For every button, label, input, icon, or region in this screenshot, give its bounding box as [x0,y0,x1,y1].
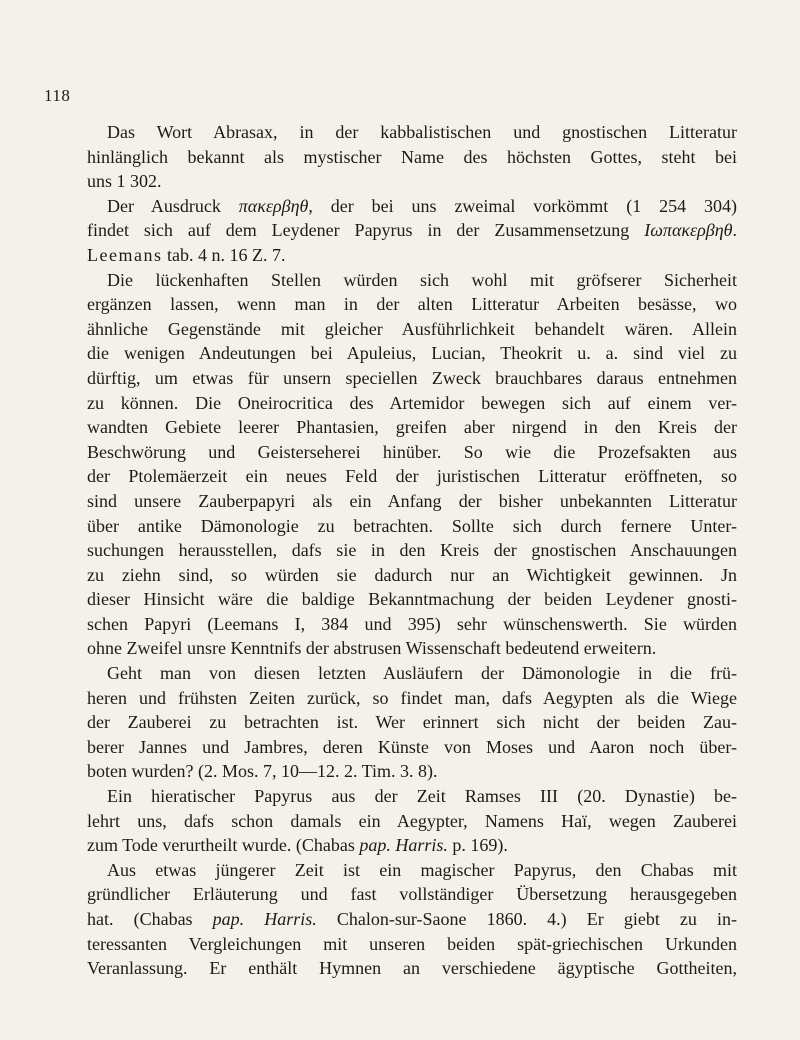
text-line: findet sich auf dem Leydener Papyrus in der Zusammensetzung Ιωπακερβηθ. [87,220,737,241]
text-line: heren und frühsten Zeiten zurück, so findet man, dafs Aegypten als die Wiege [87,687,737,708]
text-line: der Zauberei zu betrachten ist. Wer erinnert sich nicht der beiden Zau- [87,712,737,733]
text-line: Veranlassung. Er enthält Hymnen an verschiedene ägyptische Gottheiten, [87,958,737,979]
italic-title: pap. Harris. [212,909,317,929]
text-line: ähnliche Gegenstände mit gleicher Ausführlichkeit behandelt wären. Allein [87,318,737,339]
text-line: dürftig, um etwas für unsern speciellen Zweck brauchbares daraus entnehmen [87,367,737,388]
text-line: hat. (Chabas pap. Harris. Chalon-sur-Saone 1860. 4.) Er giebt zu in- [87,909,737,929]
text-line: Ein hieratischer Papyrus aus der Zeit Ramses III (20. Dynastie) be- [107,786,737,807]
text-line: Beschwörung und Geisterseherei hinüber. So wie die Prozefsakten aus [87,441,737,462]
text-line: ergänzen lassen, wenn man in der alten Litteratur Arbeiten besässe, wo [87,294,737,315]
text-line: die wenigen Andeutungen bei Apuleius, Lucian, Theokrit u. a. sind viel zu [87,343,737,364]
text-line: teressanten Vergleichungen mit unseren beiden spät-griechischen Urkunden [87,933,737,954]
author-name: Leemans [87,244,163,265]
text-line: hinlänglich bekannt als mystischer Name des höchsten Gottes, steht bei [87,146,737,167]
text-line: Leemans tab. 4 n. 16 Z. 7. [87,244,286,265]
text-line: Der Ausdruck πακερβηθ, der bei uns zweimal vorkömmt (1 254 304) [107,195,737,216]
text-line: Aus etwas jüngerer Zeit ist ein magischer Papyrus, den Chabas mit [107,859,737,880]
text-line: schen Papyri (Leemans I, 384 und 395) sehr wünschenswerth. Sie würden [87,613,737,634]
text-line: berer Jannes und Jambres, deren Künste von Moses und Aaron noch über- [87,736,737,757]
text-line: gründlicher Erläuterung und fast vollständiger Übersetzung herausgegeben [87,884,737,905]
text-line: über antike Dämonologie zu betrachten. Sollte sich durch fernere Unter- [87,515,737,536]
text-line: dieser Hinsicht wäre die baldige Bekanntmachung der beiden Leydener gnosti- [87,589,737,610]
text-line: Die lückenhaften Stellen würden sich wohl mit gröfserer Sicherheit [107,269,737,290]
text-line: Das Wort Abrasax, in der kabbalistischen und gnostischen Litteratur [107,122,737,142]
page-number: 118 [44,86,71,105]
greek-term: Ιωπακερβηθ [644,220,733,241]
text-line: lehrt uns, dafs schon damals ein Aegypter, Namens Haï, wegen Zauberei [87,810,737,831]
text-line: zu ziehn sind, so würden sie dadurch nur an Wichtigkeit gewinnen. Jn [87,564,737,585]
text-line: zum Tode verurtheilt wurde. (Chabas pap. Harris. p. 169). [87,835,508,856]
body-text [87,120,737,981]
text-line: Geht man von diesen letzten Ausläufern der Dämonologie in die frü- [107,663,737,684]
italic-title: pap. Harris. [359,835,448,856]
text-line: wandten Gebiete leerer Phantasien, greifen aber nirgend in den Kreis der [87,417,737,438]
greek-term: πακερβηθ [238,195,309,216]
text-line: sind unsere Zauberpapyri als ein Anfang der bisher unbekannten Litteratur [87,490,737,511]
text-line: der Ptolemäerzeit ein neues Feld der juristischen Litteratur eröffneten, so [87,466,737,487]
text-line: boten wurden? (2. Mos. 7, 10—12. 2. Tim. 3. 8). [87,761,438,782]
text-line: zu können. Die Oneirocritica des Artemidor bewegen sich auf einem ver- [87,392,737,413]
text-line: suchungen herausstellen, dafs sie in den Kreis der gnostischen Anschauungen [87,540,737,561]
text-line: ohne Zweifel unsre Kenntnifs der abstrusen Wissenschaft bedeutend erweitern. [87,638,657,659]
text-line: uns 1 302. [87,171,162,192]
